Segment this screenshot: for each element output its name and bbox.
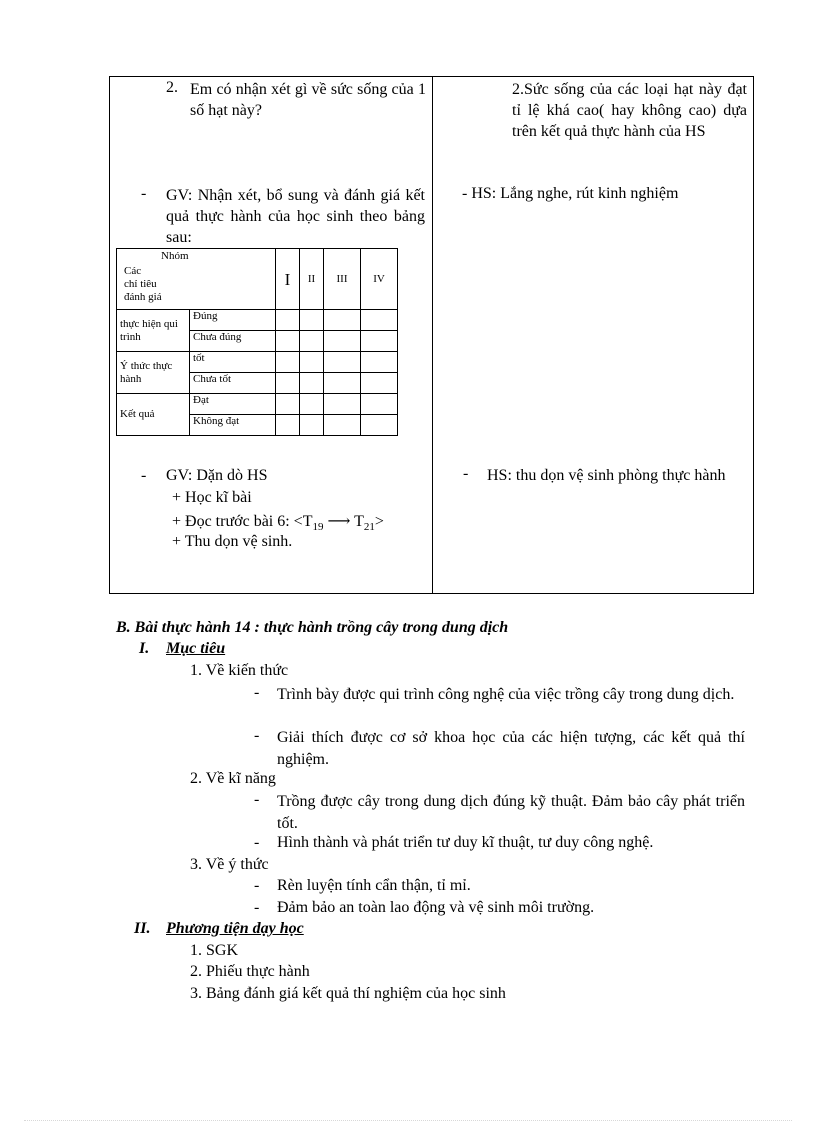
evaluation-table [116, 248, 398, 436]
part-1-title: Mục tiêu [166, 640, 226, 657]
part-2-number: II. [134, 920, 151, 937]
skills-item-1: Trồng được cây trong dung dịch đúng kỹ thuật. Đảm bảo cây phát triển tốt. [277, 793, 745, 832]
teaching-material-3: 3. Bảng đánh giá kết quả thí nghiệm của học sinh [190, 985, 506, 1002]
criterion-label: Chưa đúng [190, 331, 276, 352]
group-header: III [324, 249, 361, 310]
group-label: thực hiện qui trình [117, 310, 190, 352]
teaching-material-1: 1. SGK [190, 942, 239, 959]
hs-cleanup-text: HS: thu dọn vệ sinh phòng thực hành [487, 467, 726, 484]
criterion-label: Chưa tốt [190, 373, 276, 394]
section-b-title: B. Bài thực hành 14 : thực hành trồng cây trong dung dịch [116, 619, 509, 636]
column-divider [432, 77, 433, 593]
criterion-label: tốt [190, 352, 276, 373]
knowledge-item-1: Trình bày được qui trình công nghệ của việc trồng cây trong dung dịch. [277, 686, 735, 703]
group-label: Ý thức thực hành [117, 352, 190, 394]
criterion-label: Đúng [190, 310, 276, 331]
dash: - [254, 791, 260, 808]
attitude-item-1: Rèn luyện tính cẩn thận, tỉ mỉ. [277, 877, 471, 894]
corner-criteria-label: Các chỉ tiêu đánh giá [124, 265, 162, 303]
gv-bullet-2: - [141, 467, 147, 484]
objective-attitude: 3. Về ý thức [190, 856, 269, 873]
gv-evaluation-text: GV: Nhận xét, bổ sung và đánh giá kết quả thực hành của học sinh theo bảng sau: [166, 187, 425, 246]
group-header: II [300, 249, 324, 310]
corner-group-label: Nhóm [161, 250, 189, 262]
knowledge-item-2: Giải thích được cơ sở khoa học của các hiện tượng, các kết quả thí nghiệm. [277, 729, 745, 768]
group-label: Kết quả [117, 394, 190, 436]
hs-listen-text: - HS: Lắng nghe, rút kinh nghiệm [462, 185, 679, 202]
criterion-label: Đạt [190, 394, 276, 415]
dash: - [254, 877, 260, 894]
part-2-title: Phương tiện dạy học [166, 920, 304, 937]
criterion-label: Không đạt [190, 415, 276, 436]
answer-text: 2.Sức sống của các loại hạt này đạt tỉ lệ khá cao( hay không cao) dựa trên kết quả thực hành của HS [512, 81, 747, 140]
homework-item-1: + Học kĩ bài [172, 489, 252, 506]
attitude-item-2: Đảm bảo an toàn lao động và vệ sinh môi trường. [277, 899, 595, 916]
dash: - [254, 684, 260, 701]
homework-item-3: + Thu dọn vệ sinh. [172, 533, 293, 550]
dash: - [254, 899, 260, 916]
dash: - [254, 834, 260, 851]
group-header: IV [361, 249, 398, 310]
question-number: 2. [166, 79, 178, 96]
group-header: I [276, 249, 300, 310]
page-edge-line [24, 1120, 792, 1121]
gv-assignment-text: GV: Dặn dò HS [166, 467, 268, 484]
part-1-number: I. [139, 640, 150, 657]
dash: - [254, 727, 260, 744]
skills-item-2: Hình thành và phát triển tư duy kĩ thuật, tư duy công nghệ. [277, 834, 654, 851]
gv-bullet: - [141, 185, 147, 202]
homework-item-2: + Đọc trước bài 6: $<T_{19}$ ⟶ $T_{21}>$ [172, 513, 384, 534]
question-text: Em có nhận xét gì về sức sống của 1 số hạt này? [190, 81, 426, 119]
objective-skills: 2. Về kĩ năng [190, 770, 276, 787]
objective-knowledge: 1. Về kiến thức [190, 662, 289, 679]
hs-bullet-2: - [463, 465, 469, 482]
teaching-material-2: 2. Phiếu thực hành [190, 963, 310, 980]
evaluation-corner-cell [117, 249, 276, 310]
